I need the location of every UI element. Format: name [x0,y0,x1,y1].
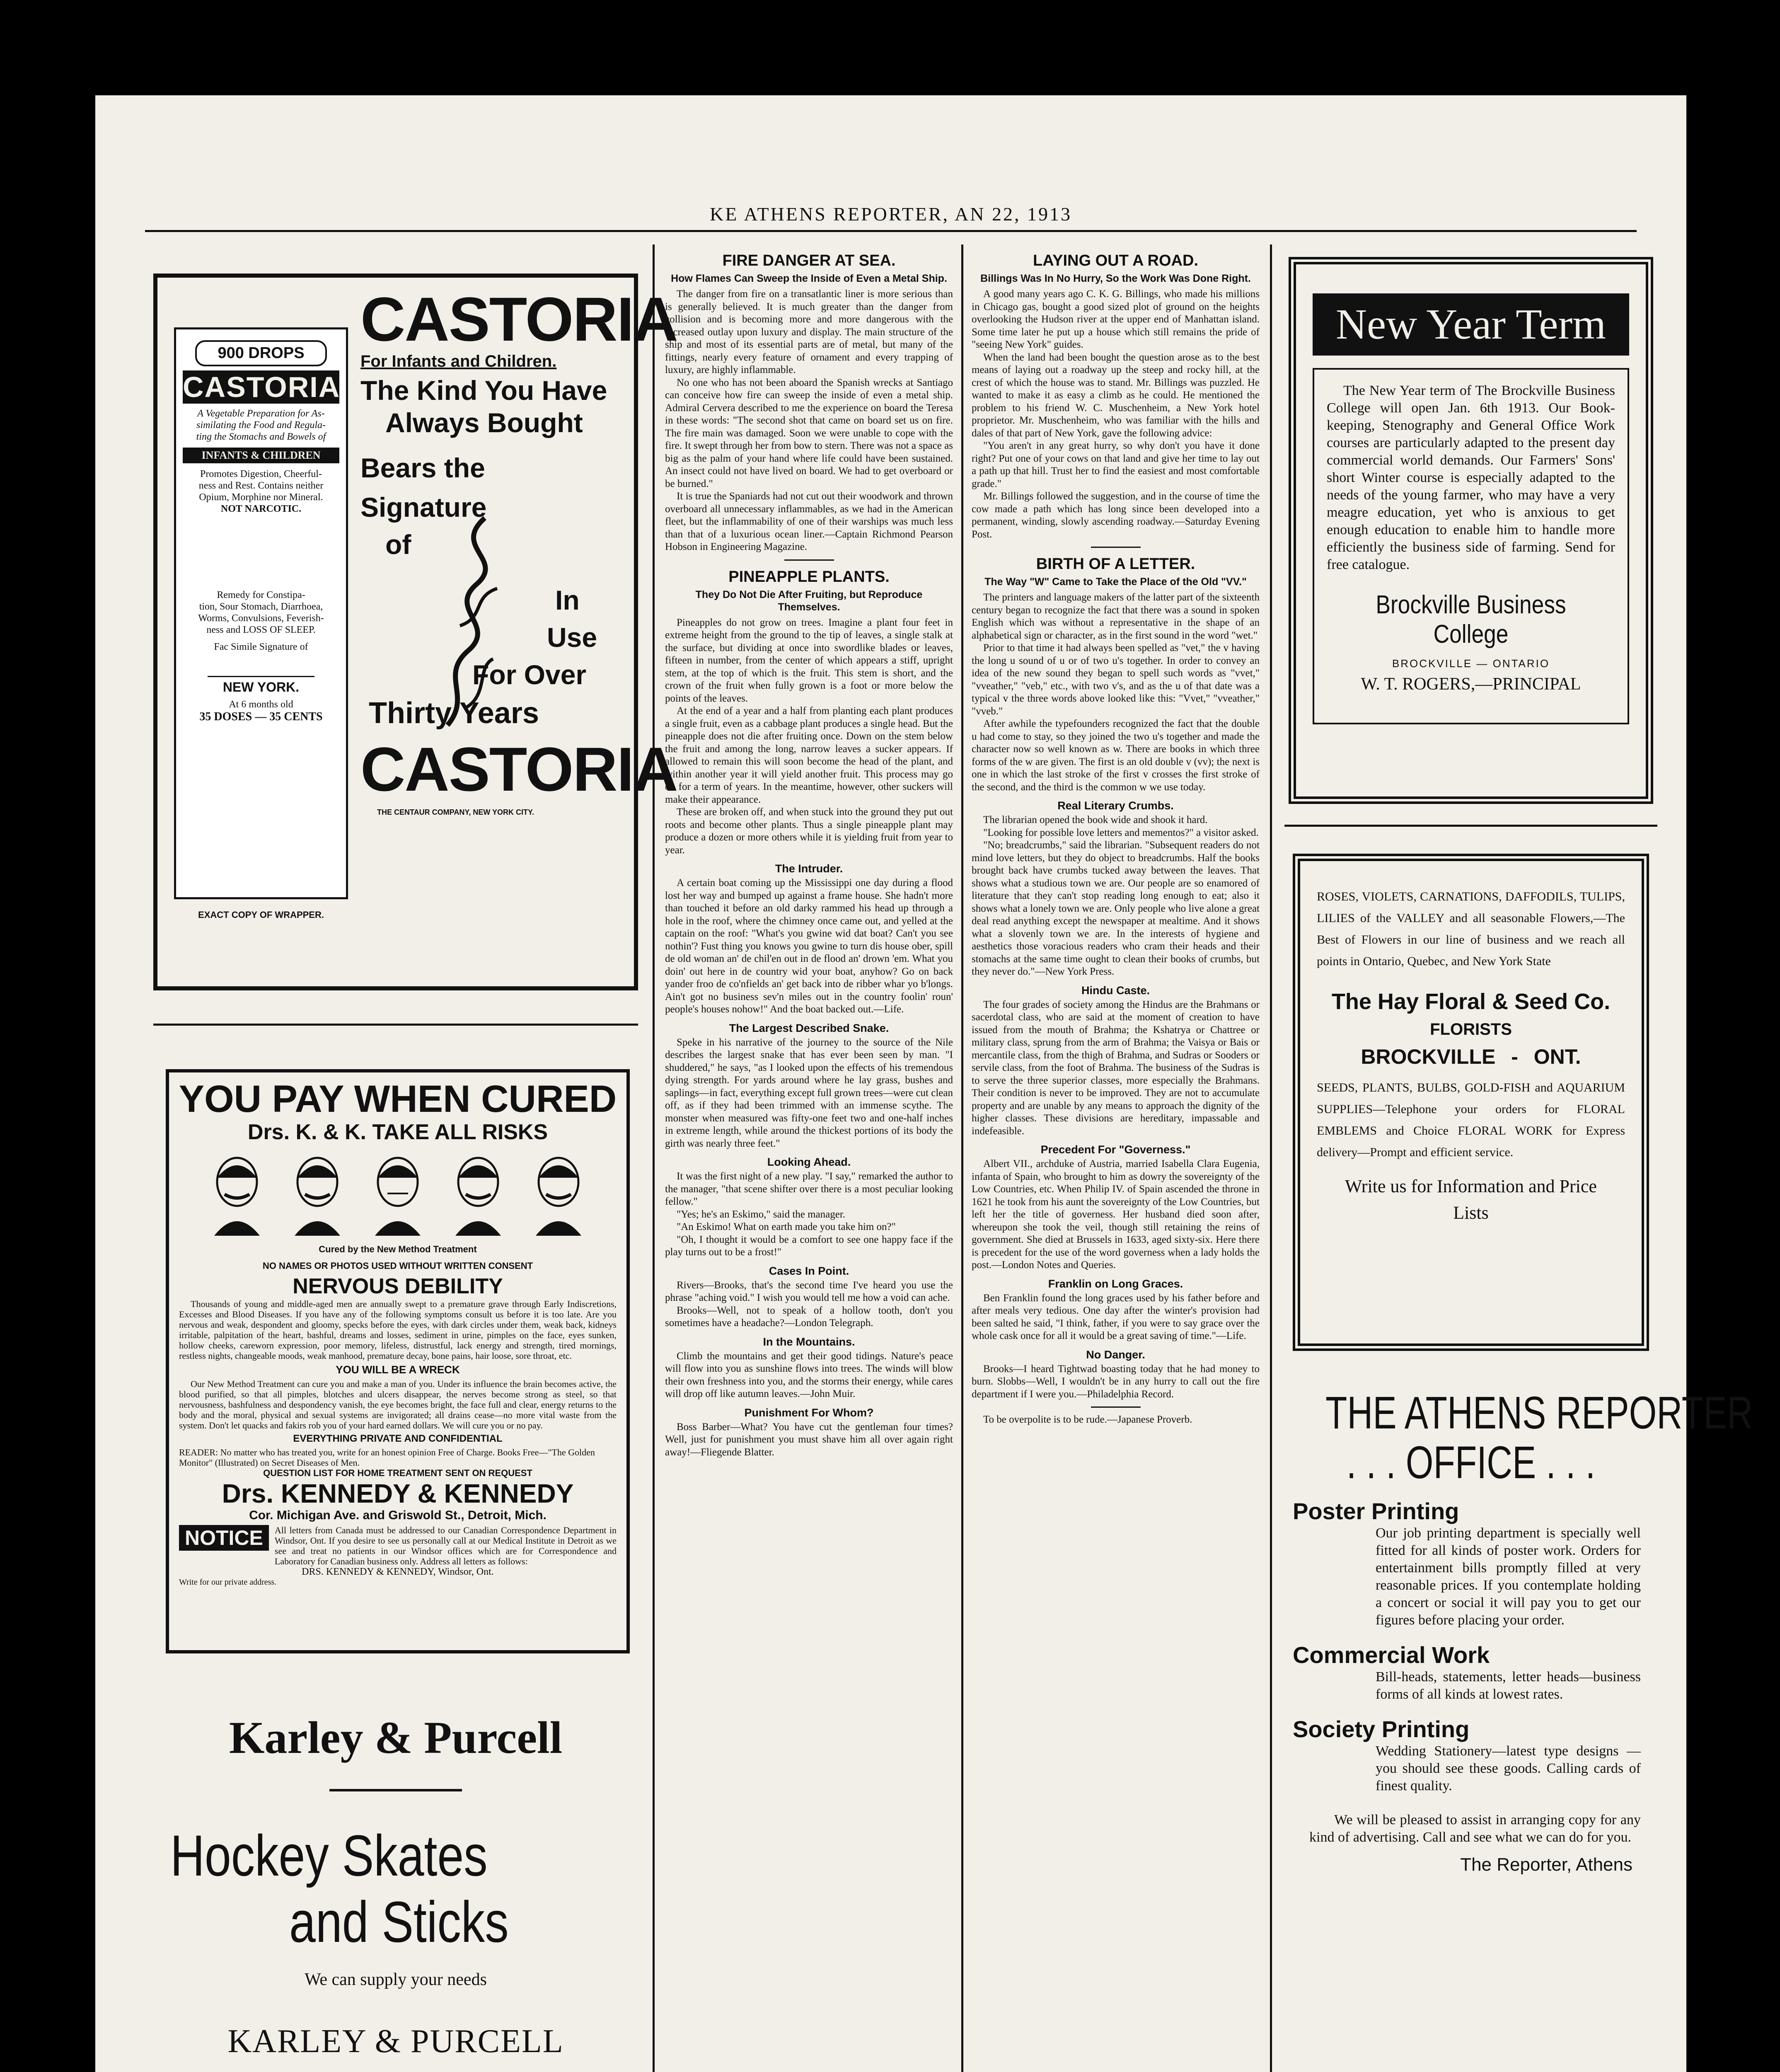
poster-heading: Poster Printing [1293,1498,1459,1524]
karley-name: Karley & Purcell [229,1712,563,1763]
pine-p1: Pineapples do not grow on trees. Imagine a plant four feet in extreme height from the ground to the tip of leaves, a single stalk at the surface, but dividing at once into swordlike blades or leaves, fifteen in number, from the center of which appears a stiff, upright stem, at the top of which is the fruit. This stem is short, and the crown of the fruit when fully grown is a foot or more below the points of the leaves. [665,617,953,704]
lit-p1: The librarian opened the book wide and shook it hard. [983,814,1208,825]
reporter-title: THE ATHENS REPORTER [1325,1387,1753,1438]
mount-p1: Climb the mountains and get their good tidings. Nature's peace will flow into you as sunshine flows into trees. The winds will blow their own freshness into you, and the storms their energy, while cares will drop off like autumn leaves.—John Muir. [665,1350,953,1399]
kennedy-body1: Thousands of young and middle-aged men are annually swept to a premature grave through Early Indiscretions, Excesses and Blood Diseases. If you have any of the following symptoms consult us before it is too late. Are you nervous and weak, despondent and gloomy, specks before the eyes, with dark circles under them, weak back, kidneys irritable, palpitation of the heart, bashful, dreams and losses, sediment in urine, pimples on the face, eyes sunken, hollow cheeks, careworn expression, poor memory, lifeless, distrustful, lack energy and strength, tired mornings, restless nights, changeable moods, weak manhood, premature decay, bone pains, hair loose, sore throat, etc. [179,1299,617,1361]
column-rule [961,244,963,2072]
label-description [183,408,339,443]
portrait-icon [527,1153,590,1236]
snake-title: The Largest Described Snake. [729,1021,889,1034]
newyear-college: Brockville Business College [1376,591,1566,649]
kennedy-windsor: DRS. KENNEDY & KENNEDY, Windsor, Ont. [302,1566,494,1577]
divider [1284,825,1657,827]
column-rule [1270,244,1272,2072]
label-line: NOT NARCOTIC. [220,503,302,514]
ahead-p4: "Oh, I thought it would be a comfort to see one happy face if the play turns out to be a frost!" [665,1234,953,1258]
castoria-title: CASTORIA [360,284,677,354]
portrait-icon [286,1153,348,1236]
label-line: Remedy for Constipa- [217,590,305,600]
separator [1091,1406,1141,1408]
karley-rule [329,1789,462,1791]
label-months: At 6 months old [229,699,293,710]
kennedy-private: EVERYTHING PRIVATE AND CONFIDENTIAL [293,1433,503,1444]
birth-p1: The printers and language makers of the latter part of the sixteenth century began to recognize the fact that there was a sound in spoken English which was without a representative in the shape of an alphabetical sign or character, as in the first sound in the word "wet." [972,592,1260,641]
newyear-body: The New Year term of The Brockville Business College will open Jan. 6th 1913. Our Book-keeping, Stenography and General Office Work courses are particularly adapted to the present day commercial world demands. Our Farmers' Sons' short Winter course is especially adapted to the needs of the young farmer, who may have a very meagre education, yet who is anxious to get enough education to enable him to handle more efficiently the business side of farming. Send for free catalogue. [1327,383,1615,572]
road-title: LAYING OUT A ROAD. [1033,252,1199,269]
lit-p3: "No; breadcrumbs," said the librarian. "Subsequent readers do not mind love letters, but they do object to breadcrumbs. Half the books brought back have crumbs tucked away between the leaves. That shows what a studious town we are. Our people are so enamored of literature that they can't stop reading long enough to eat; also it shows what a lonely town we are. Only people who live alone a great deal read anything except the newspaper at mealtime. And it shows what a slovenly town we are. In the interests of hygiene and aesthetics those voracious readers who cram their heads and their stomachs at the same time ought to clean their books of crumbs, but they never do."—New York Press. [972,840,1260,977]
mount-title: In the Mountains. [763,1335,855,1348]
castoria-of: of [385,529,411,560]
overpolite: To be overpolite is to be rude.—Japanese Proverb. [983,1414,1192,1425]
hay-name: The Hay Floral & Seed Co. [1331,989,1611,1014]
road-sub: Billings Was In No Hurry, So the Work Was Done Right. [980,273,1251,284]
danger-title: No Danger. [1086,1348,1145,1361]
karley-sticks: and Sticks [289,1889,509,1954]
hay-body2: SEEDS, PLANTS, BULBS, GOLD-FISH and AQUARIUM SUPPLIES—Telephone your orders for FLORAL EMBLEMS and Choice FLORAL WORK for Express delivery—Prompt and efficient service. [1317,1081,1625,1159]
column-2 [665,244,953,2072]
label-castoria: CASTORIA [183,371,341,403]
castoria-ad [153,274,677,990]
label-line: similating the Food and Regula- [196,420,326,431]
kennedy-address: Cor. Michigan Ave. and Griswold St., Detroit, Mich. [249,1508,547,1522]
column-rule [653,244,655,2072]
running-head: KE ATHENS REPORTER, AN 22, 1913 [710,203,1072,225]
label-line: Worms, Convulsions, Feverish- [198,613,324,624]
intruder-p1: A certain boat coming up the Mississippi one day during a flood lost her way and bumped up against a frame house. She hadn't more than touched it before an old darky rammed his head up through a hole in the roof, where the chimney once came out, and yelled at the captain on the roof: "What's you gwine wid dat boat? Can't you see nothin'? Fust thing you knows you gwine to turn dis house ober, spill de old woman an' de chil'en out in de flood an' drown 'em. What you doin' out here in de country wid your boat, anyhow? Go on back yander froo de co'nfields an' get back into de ribber whar yo b'longs. Ain't got no business sev'n miles out in the country foolin' roun' people's houses nohow!" And the boat backed out.—Life. [665,877,953,1015]
pine-title: PINEAPPLE PLANTS. [728,568,890,586]
danger-p1: Brooks—I heard Tightwad boasting today that he had money to burn. Slobbs—Well, I wouldn't be in any hurry to call out the fire department if I were you.—Philadelphia Record. [972,1363,1260,1400]
road-p3: "You aren't in any great hurry, so why don't you have it done right? Put one of your cows on that land and give her time to lay out a path up that hill. Trust her to find the easiest and most comfortable grade." [972,440,1260,489]
punish-p1: Boss Barber—What? You have cut the gentleman four times? Well, just for punishment you must shave him all over again right away!—Fliegende Blatter. [665,1421,953,1458]
lit-p2: "Looking for possible love letters and mementos?" a visitor asked. [983,827,1259,838]
pine-sub: They Do Not Die After Fruiting, but Reproduce Themselves. [695,588,923,613]
castoria-for-over: For Over [472,659,587,690]
hay-florists: FLORISTS [1430,1020,1512,1038]
ahead-p1: It was the first night of a new play. "I say," remarked the author to the manager, "that scene shifter over there is a most peculiar looking fellow." [665,1171,953,1207]
hay-body1: ROSES, VIOLETS, CARNATIONS, DAFFODILS, TULIPS, LILIES of the VALLEY and all seasonable Flowers,—The Best of Flowers in our line of business and we reach all points in Ontario, Quebec, and New York State [1317,890,1625,968]
pine-p2: At the end of a year and a half from planting each plant produces a single fruit, even as a cabbage plant produces a single head. But the pineapple does not die after fruiting once. Down on the stem below the fruit and among the long, narrow leaves a sucker appears. If allowed to remain this will soon become the head of the plant, and within another year it will yield another fruit. This process may go on for a term of years. In the meantime, however, other suckers will make their appearance. [665,705,953,805]
divider [153,1024,638,1026]
castoria-always: Always Bought [385,407,583,438]
society-body: Wedding Stationery—latest type designs —you should see these goods. Calling cards of finest quality. [1376,1743,1641,1794]
road-p4: Mr. Billings followed the suggestion, and in the course of time the cow made a path which has long since been developed into a permanent, winding, slowly ascending roadway.—Saturday Evening Post. [972,491,1260,540]
road-p1: A good many years ago C. K. G. Billings, who made his millions in Chicago gas, bought a good sized plot of ground on the heights overlooking the Hudson river at the upper end of Manhattan island. Some time later he put up a house which still remains the pride of "seeing New York" guides. [972,288,1260,350]
fire-p3: It is true the Spaniards had not cut out their woodwork and thrown overboard all unnecessary inflammables, as we had in the American fleet, but the inflammability of one of their warships was much less than that of a luxurious ocean liner.—Captain Richmond Pearson Hobson in Engineering Magazine. [665,491,953,552]
castoria-in: In [555,585,580,615]
column-right [1284,244,1753,2072]
newspaper-page [95,95,1753,2072]
fire-p1: The danger from fire on a transatlantic liner is more serious than is generally believed. It is much greater than the danger from collision and is becoming more and more dangerous with the increased outlay upon luxury and display. The main structure of the ship and most of its essential parts are of metal, but many of the fittings, nearly every feature of ornament and every trapping of luxury, are highly inflammable. [665,288,953,375]
kennedy-subhead: Drs. K. & K. TAKE ALL RISKS [247,1120,548,1144]
poster-body: Our job printing department is specially well fitted for all kinds of poster work. Orders for entertainment bills promptly filled at very reasonable prices. If you contemplate holding a concert or social it will pay you to get our figures before placing your order. [1376,1525,1641,1628]
gov-p1: Albert VII., archduke of Austria, married Isabella Clara Eugenia, infanta of Spain, who brought to him as dowry the sovereignty of the Low Countries, etc. When Philip IV. of Spain ascended the throne in 1621 he took from his aunt the sovereignty of the Low Countries, but left her the title of governess. Her husband died soon after, whereupon she took the veil, though still retaining the reins of government. She died at Brussels in 1633, aged sixty-six. Here there is precedent for the use of the word governess when a lady holds the post.—London Notes and Queries. [972,1158,1260,1271]
castoria-company: THE CENTAUR COMPANY, NEW YORK CITY. [377,808,534,816]
newyear-title: New Year Term [1313,293,1629,356]
hindu-title: Hindu Caste. [1081,984,1150,997]
portrait-icon [206,1153,268,1236]
newyear-principal: W. T. ROGERS,—PRINCIPAL [1361,675,1581,694]
portrait-icon [447,1153,509,1236]
kennedy-write: Write for our private address. [179,1578,277,1587]
label-infants: INFANTS & CHILDREN [183,448,339,463]
newyear-ad [1289,257,1653,804]
road-p2: When the land had been bought the question arose as to the best means of laying out a roadway up the steep and rocky hill, at the crest of which the house was to stand. Mr. Billings was puzzled. He wanted to make it as easy a climb as he could. He mentioned the problem to his friend W. C. Muschenheim, a New York hotel proprietor. Mr. Muschenheim, who was familiar with the hills and dales of that part of New York, gave the following advice: [972,351,1260,439]
cases-title: Cases In Point. [769,1264,849,1277]
hay-place: BROCKVILLE - ONT. [1361,1045,1581,1068]
kennedy-ad [166,1069,630,1653]
kennedy-headline: YOU PAY WHEN CURED [179,1078,617,1120]
reporter-sign: The Reporter, Athens [1460,1854,1632,1875]
kennedy-notice: NOTICE [179,1525,269,1551]
kennedy-nervous: NERVOUS DEBILITY [293,1274,503,1298]
hay-write: Write us for Information and Price Lists [1345,1176,1597,1223]
ahead-title: Looking Ahead. [767,1156,851,1168]
lit-title: Real Literary Crumbs. [1057,799,1174,812]
label-promotes [183,468,339,515]
society-heading: Society Printing [1293,1716,1470,1742]
column-left [153,244,677,2072]
kennedy-question: QUESTION LIST FOR HOME TREATMENT SENT ON REQUEST [263,1468,532,1478]
kennedy-name: Drs. KENNEDY & KENNEDY [222,1479,574,1508]
label-drops: 900 DROPS [195,340,327,366]
castoria-use: Use [547,622,597,653]
label-newyork: NEW YORK. [222,680,300,695]
pine-p3: These are broken off, and when stuck into the ground they put out roots and become other plants. Thus a single pineapple plant may produce a dozen or more others while it is yielding fruit from year to year. [665,806,953,856]
birth-title: BIRTH OF A LETTER. [1036,555,1195,573]
newyear-place: BROCKVILLE — ONTARIO [1392,657,1550,670]
commercial-heading: Commercial Work [1293,1642,1490,1668]
castoria-thirty: Thirty Years [369,697,539,730]
hay-ad [1293,854,1649,1351]
castoria-wrapper-label [174,327,348,899]
frank-p1: Ben Franklin found the long graces used by his father before and after meals very tedious. One day after the winter's provision had been salted he said, "I think, father, if you were to say grace over the whole cask once for all it would be a great saving of time."—Life. [972,1292,1260,1341]
fire-p2: No one who has not been aboard the Spanish wrecks at Santiago can conceive how fire can sweep the inside of even a metal ship. Admiral Cervera described to me the experience on board the Teresa in these words: "The second shot that came on board set us on fire. The fire main was damaged. Soon we were unable to cope with the fire. It swept through her from bow to stern. There was not a space as big as the palm of your hand where life could have been sustained. An insect could not have lived on board. We had to get overboard or be burned." [665,377,953,489]
castoria-bears: Bears the [360,453,485,483]
castoria-copy [360,284,677,816]
intruder-title: The Intruder. [775,862,843,875]
kennedy-body2: Our New Method Treatment can cure you and make a man of you. Under its influence the brain becomes active, the blood purified, so that all pimples, blotches and ulcers disappear, the nerves become strong as steel, so that nervousness, bashfulness and despondency vanish, the eye becomes bright, the face full and clear, energy returns to the body and the moral, physical and sexual systems are invigorated; all drains cease—no more vital waste from the system. Don't let quacks and fakirs rob you of your hard earned dollars. We will cure you or no pay. [179,1379,617,1431]
column-3 [972,244,1260,2072]
punish-title: Punishment For Whom? [744,1406,874,1419]
karley-name2: KARLEY & PURCELL [227,2023,564,2060]
birth-sub: The Way "W" Came to Take the Place of the Old "VV." [984,576,1247,588]
label-line: Promotes Digestion, Cheerful- [200,469,322,479]
separator [1091,547,1141,548]
reporter-ad [1284,1387,1753,1875]
reporter-office: . . . OFFICE . . . [1346,1437,1596,1488]
label-signature-mark [208,655,314,677]
karley-hockey: Hockey Skates [170,1823,488,1888]
castoria-signature: Signature [360,492,487,523]
castoria-title-bottom: CASTORIA [360,734,677,804]
fire-title: FIRE DANGER AT SEA. [722,252,896,269]
castoria-for-infants: For Infants and Children. [360,352,557,370]
gov-title: Precedent For "Governess." [1040,1143,1191,1156]
cases-p2: Brooks—Well, not to speak of a hollow tooth, don't you sometimes have a headache?—London Telegraph. [665,1305,953,1329]
label-exact-copy: EXACT COPY OF WRAPPER. [198,910,324,920]
ahead-p2: "Yes; he's an Eskimo," said the manager. [677,1208,846,1220]
snake-p1: Speke in his narrative of the journey to the source of the Nile describes the largest snake that has ever been seen by man. "I shuddered," he says, "as I looked upon the effects of his tremendous dying strength. For yards around where he lay grass, bushes and saplings—in fact, everything except full grown trees—were cut clean off, as if they had been trimmed with an immense scythe. The monster when measured was fifty-one feet two and one-half inches in extreme length, while around the thickest portions of its body the girth was nearly three feet." [665,1036,953,1149]
label-line: ting the Stomachs and Bowels of [196,431,326,442]
reporter-assist: We will be pleased to assist in arranging copy for any kind of advertising. Call and see what we can do for you. [1309,1812,1641,1845]
hindu-p1: The four grades of society among the Hindus are the Brahmans or sacerdotal class, who are said at the moment of creation to have issued from the mouth of Brahma; the Kshatrya or Chattree or military class, sprung from the arm of Brahma; the Vaisya or Bais or mercantile class, from the thigh of Brahma, and Sudras or Sooders or servile class, from the foot of Brahma. The business of the Sudras is to serve the three superior classes, more especially the Brahmans. Their condition is never to be improved. They are not to accumulate property and are unable by any means to approach the dignity of the higher classes. These divisions are hereditary, impassable and indefeasible. [972,999,1260,1137]
header-rule [145,230,1637,232]
label-line: A Vegetable Preparation for As- [197,408,325,419]
birth-p3: After awhile the typefounders recognized the fact that the double u had come to stay, so they joined the two u's together and made the character now so well known as w. There are books in which three forms of the w are given. The first is an old double v (vv); the next is one in which the last stroke of the first v crosses the first stroke of the second, and the third is the common w we use today. [972,718,1260,793]
label-line: Opium, Morphine nor Mineral. [199,492,323,503]
label-line: ness and Rest. Contains neither [198,480,324,491]
ahead-p3: "An Eskimo! What on earth made you take him on?" [677,1221,896,1232]
newyear-body-box [1313,368,1629,724]
kennedy-notice-body: All letters from Canada must be addressed to our Canadian Correspondence Department in Windsor, Ont. If you desire to see us personally call at our Medical Institute in Detroit as we see and treat no patients in our Windsor offices which are for Correspondence and Laboratory for Canadian business only. Address all letters as follows: [274,1525,617,1566]
label-line: ness and LOSS OF SLEEP. [206,625,316,635]
cases-p1: Rivers—Brooks, that's the second time I've heard you use the phrase "aching void." I wish you would tell me how a void can ache. [665,1279,953,1303]
frank-title: Franklin on Long Graces. [1048,1277,1183,1290]
label-doses: 35 DOSES — 35 CENTS [199,710,323,723]
label-line: tion, Sour Stomach, Diarrhoea, [199,601,323,612]
separator [784,559,834,561]
kennedy-portraits [169,1153,626,1244]
karley-ad [153,1711,638,2072]
karley-supply: We can supply your needs [305,1970,487,1989]
kennedy-caption: Cured by the New Method Treatment [319,1244,477,1254]
label-remedy [183,589,339,636]
portrait-icon [367,1153,429,1236]
kennedy-wreck: YOU WILL BE A WRECK [336,1363,460,1376]
fire-sub: How Flames Can Sweep the Inside of Even a Metal Ship. [671,273,947,284]
birth-p2: Prior to that time it had always been spelled as "vet," the v having the long u sound of u or of two u's together. In order to convey an idea of the new sound they began to spell such words as "vvet," "vveather," "veb," etc., with two v's, and as the u of that date was a typical v the three words above looked like this: "Vvet," "vveather," "vveb." [972,642,1260,717]
label-facsimile: Fac Simile Signature of [214,641,308,652]
kennedy-reader: READER: No matter who has treated you, write for an honest opinion Free of Charge. Books Free—"The Golden Monitor" (Illustrated) on Secret Diseases of Men. [179,1447,595,1468]
kennedy-no-names: NO NAMES OR PHOTOS USED WITHOUT WRITTEN CONSENT [262,1261,533,1271]
castoria-kind: The Kind You Have [360,375,607,406]
commercial-body: Bill-heads, statements, letter heads—business forms of all kinds at lowest rates. [1376,1669,1641,1702]
